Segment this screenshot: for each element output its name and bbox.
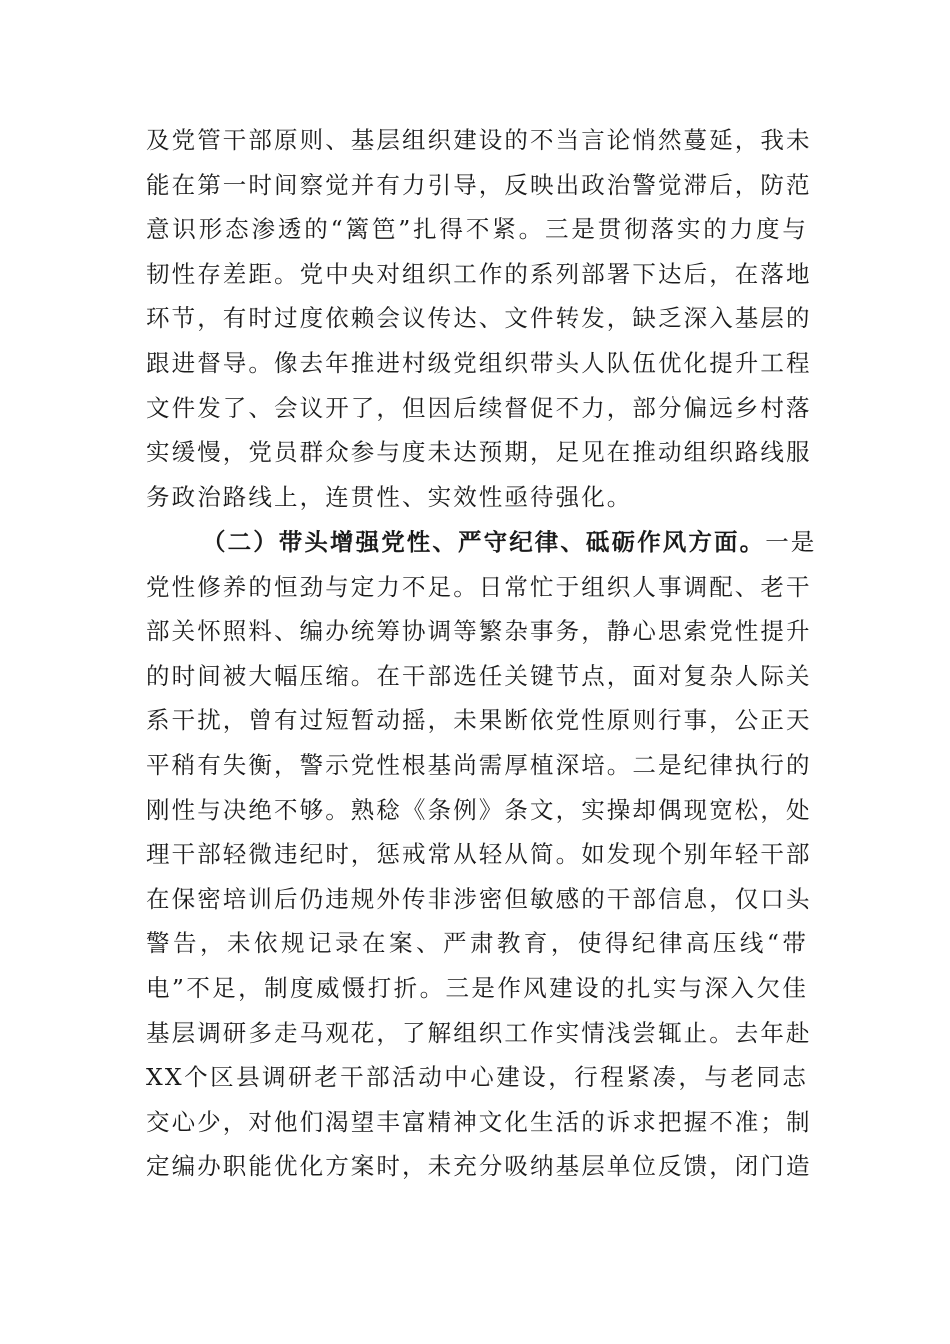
first-line-rest: 一是 — [765, 528, 817, 556]
paragraph-1-line: 及党管干部原则、基层组织建设的不当言论悄然蔓延，我未 — [146, 126, 812, 154]
paragraph-2-line: 部关怀照料、编办统筹协调等繁杂事务，静心思索党性提升 — [146, 617, 812, 646]
paragraph-2-line: 定编办职能优化方案时，未充分吸纳基层单位反馈，闭门造 — [146, 1152, 812, 1181]
paragraph-2 — [146, 520, 817, 1189]
paragraph-1-line: 跟进督导。像去年推进村级党组织带头人队伍优化提升工程 — [146, 348, 812, 377]
paragraph-2-line: 交心少，对他们渴望丰富精神文化生活的诉求把握不准；制 — [146, 1107, 812, 1136]
paragraph-2-line: XX个区县调研老干部活动中心建设，行程紧凑，与老同志 — [146, 1063, 808, 1092]
paragraph-1-line: 韧性存差距。党中央对组织工作的系列部署下达后，在落地 — [146, 259, 812, 288]
paragraph-1-line: 环节，有时过度依赖会议传达、文件转发，缺乏深入基层的 — [146, 304, 812, 333]
paragraph-2-line: 基层调研多走马观花，了解组织工作实情浅尝辄止。去年赴 — [146, 1018, 812, 1047]
paragraph-1-line: 文件发了、会议开了，但因后续督促不力，部分偏远乡村落 — [146, 393, 812, 422]
paragraph-2-line: 系干扰，曾有过短暂动摇，未果断依党性原则行事，公正天 — [146, 706, 812, 735]
paragraph-1-line: 务政治路线上，连贯性、实效性亟待强化。 — [146, 482, 633, 511]
paragraph-1-line: 意识形态渗透的“篱笆”扎得不紧。三是贯彻落实的力度与 — [146, 215, 808, 244]
paragraph-1 — [146, 118, 812, 519]
paragraph-2-line: 刚性与决绝不够。熟稔《条例》条文，实操却偶现宽松，处 — [146, 795, 812, 824]
paragraph-1-line: 能在第一时间察觉并有力引导，反映出政治警觉滞后，防范 — [146, 170, 812, 199]
paragraph-2-line: 电”不足，制度威慑打折。三是作风建设的扎实与深入欠佳 — [146, 973, 808, 1002]
paragraph-2-line: 的时间被大幅压缩。在干部选任关键节点，面对复杂人际关 — [146, 661, 812, 690]
section-heading: （二）带头增强党性、严守纪律、砥砺作风方面。 — [202, 528, 766, 556]
paragraph-2-line: 平稍有失衡，警示党性根基尚需厚植深培。二是纪律执行的 — [146, 750, 812, 779]
paragraph-2-line: 在保密培训后仍违规外传非涉密但敏感的干部信息，仅口头 — [146, 884, 812, 913]
paragraph-2-first-line — [146, 520, 817, 565]
paragraph-2-line: 党性修养的恒劲与定力不足。日常忙于组织人事调配、老干 — [146, 572, 812, 601]
paragraph-2-line: 理干部轻微违纪时，惩戒常从轻从简。如发现个别年轻干部 — [146, 840, 812, 869]
paragraph-1-line: 实缓慢，党员群众参与度未达预期，足见在推动组织路线服 — [146, 438, 812, 467]
paragraph-2-line: 警告，未依规记录在案、严肃教育，使得纪律高压线“带 — [146, 929, 808, 958]
